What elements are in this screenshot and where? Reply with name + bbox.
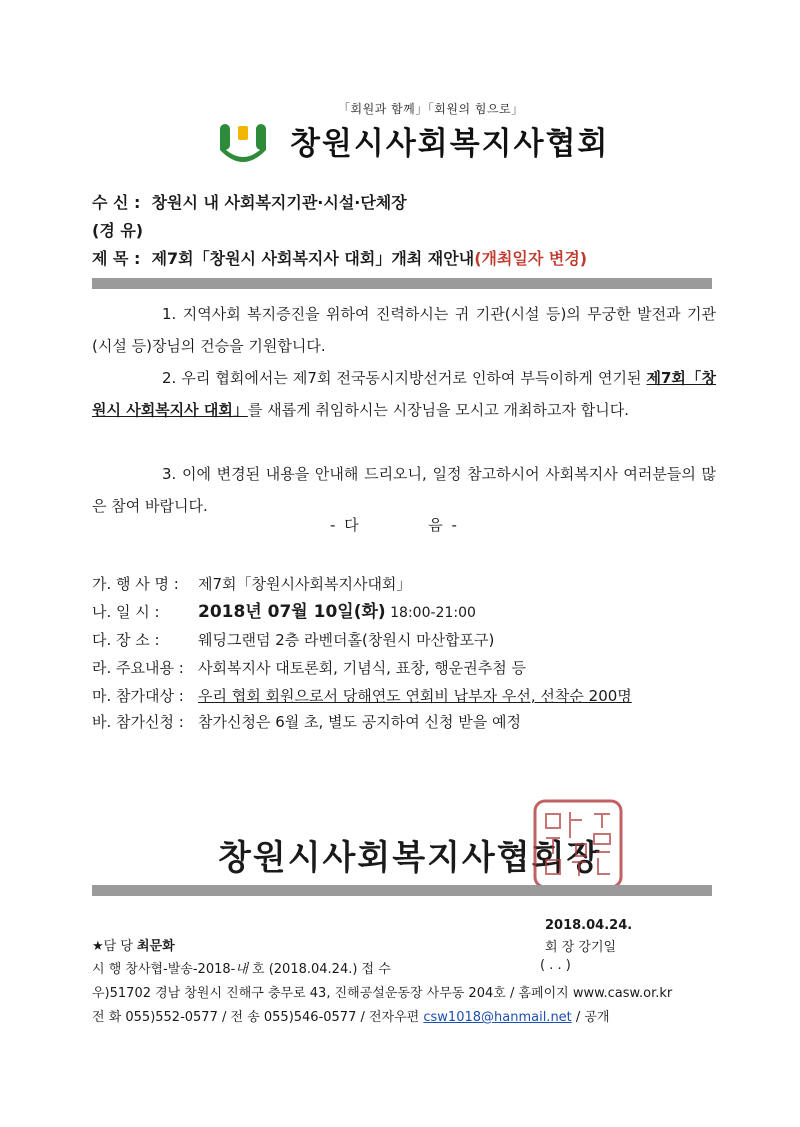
detail-target [92, 686, 632, 706]
contact-line [92, 1006, 610, 1025]
section-heading [330, 514, 459, 535]
recipient-value: 창원시 내 사회복지기관·시설·단체장 [151, 193, 407, 212]
receipt-field: ( . . ) [540, 958, 571, 973]
via-line: (경 유) [92, 221, 144, 240]
issuer-name: 창원시사회복지사협회장 [218, 838, 602, 878]
execution-rest: 호 (2018.04.24.) 접 수 [247, 962, 391, 977]
detail-application [92, 712, 521, 732]
issue-date: 2018.04.24. [545, 918, 633, 933]
email-link[interactable]: csw1018@hanmail.net [423, 1010, 572, 1025]
detail-event-name [92, 574, 411, 594]
detail-value: 사회복지사 대토론회, 기념식, 표창, 행운권추첨 등 [198, 659, 526, 677]
association-logo-icon [218, 122, 268, 162]
paragraph-2-event-name: 제7회「창원시 사회복지사 대회」 [92, 369, 716, 419]
detail-value: 참가신청은 6월 초, 별도 공지하여 신청 받을 예정 [198, 713, 521, 731]
president-sign [545, 936, 616, 955]
execution-prefix: 시 행 창사협-발송-2018- [92, 962, 236, 977]
paragraph-1 [92, 298, 716, 362]
detail-time-value: 18:00-21:00 [385, 605, 476, 621]
execution-line [92, 958, 391, 977]
detail-key: 나. 일 시 : [92, 603, 160, 621]
paragraph-2-text-a: 2. 우리 협회에서는 제7회 전국동시지방선거로 인하여 부득이하게 연기된 [162, 369, 647, 387]
slogan: 「회원과 함께」「회원의 힘으로」 [338, 102, 524, 116]
paragraph-3 [92, 458, 716, 522]
paragraph-2 [92, 362, 716, 426]
detail-value: 우리 협회 회원으로서 당해연도 연회비 납부자 우선, 선착순 200명 [198, 687, 632, 705]
subject-label: 제 목 : [92, 249, 141, 268]
detail-key: 가. 행 사 명 : [92, 575, 179, 593]
detail-key: 다. 장 소 : [92, 631, 160, 649]
paragraph-1-text: 1. 지역사회 복지증진을 위하여 진력하시는 귀 기관(시설 등)의 무궁한 발전과 기관(시설 등)장님의 건승을 기원합니다. [92, 305, 716, 355]
subject-line [92, 246, 587, 269]
recipient-line [92, 190, 407, 213]
detail-value: 웨딩그랜덤 2층 라벤더홀(창원시 마산합포구) [198, 631, 495, 649]
divider-top [92, 278, 712, 289]
section-heading-left: - 다 [330, 516, 361, 534]
president-sign-text: 회 장 강기일 [545, 940, 617, 955]
subject-value: 제7회「창원시 사회복지사 대회」개최 재안내 [151, 249, 475, 268]
section-heading-right: 음 - [428, 516, 459, 534]
divider-bottom [92, 885, 712, 896]
official-seal-icon [532, 798, 624, 890]
address-line: 우)51702 경남 창원시 진해구 충무로 43, 진해공설운동장 사무동 204호 / 홈페이지 www.casw.or.kr [92, 986, 673, 1001]
execution-number: 내 [235, 962, 248, 977]
detail-place [92, 630, 494, 650]
paragraph-3-text: 3. 이에 변경된 내용을 안내해 드리오니, 일정 참고하시어 사회복지사 여러분들의 많은 참여 바랍니다. [92, 465, 716, 515]
recipient-label: 수 신 : [92, 193, 141, 212]
detail-key: 마. 참가대상 : [92, 687, 184, 705]
org-title: 창원시사회복지사협회 [290, 126, 610, 162]
disclosure-text: / 공개 [571, 1010, 610, 1025]
subject-note: (개최일자 변경) [474, 249, 588, 268]
contact-phone-fax: 전 화 055)552-0577 / 전 송 055)546-0577 / 전자우편 [92, 1010, 424, 1025]
detail-key: 바. 참가신청 : [92, 713, 184, 731]
paragraph-2-text-c: 를 새롭게 취임하시는 시장님을 모시고 개최하고자 합니다. [247, 401, 629, 419]
handler-line [92, 935, 175, 954]
detail-datetime [92, 602, 476, 623]
handler-label: ★담 당 [92, 939, 133, 954]
handler-name: 최문화 [137, 939, 175, 954]
detail-key: 라. 주요내용 : [92, 659, 184, 677]
detail-content [92, 658, 526, 678]
detail-date-value: 2018년 07월 10일(화) [198, 602, 386, 622]
detail-value: 제7회「창원시사회복지사대회」 [198, 575, 412, 593]
